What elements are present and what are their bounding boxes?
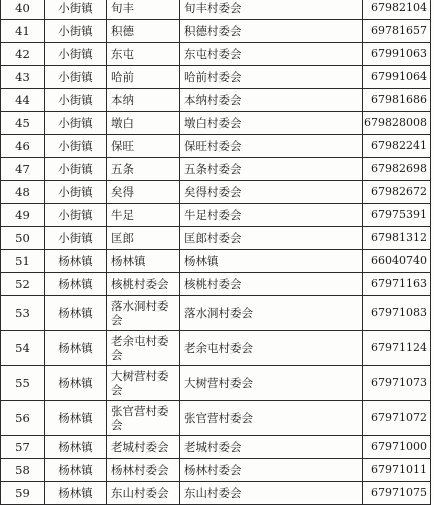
table-row [1, 273, 431, 296]
village-cell: 东山村委会 [107, 482, 180, 505]
phone-cell: 67971083 [363, 296, 431, 331]
village-cell: 墩白 [107, 112, 180, 135]
phone-cell: 69781657 [363, 20, 431, 43]
committee-cell: 杨林村委会 [180, 459, 363, 482]
committee-cell: 匡郎村委会 [180, 227, 363, 250]
table-row [1, 158, 431, 181]
table-row [1, 482, 431, 505]
committee-cell: 大树营村委会 [180, 366, 363, 401]
committee-cell: 东屯村委会 [180, 43, 363, 66]
row-number: 52 [1, 273, 45, 296]
table-row [1, 459, 431, 482]
committee-cell: 哈前村委会 [180, 66, 363, 89]
village-cell: 杨林村委会 [107, 459, 180, 482]
table-row [1, 89, 431, 112]
row-number: 44 [1, 89, 45, 112]
phone-cell: 67991063 [363, 43, 431, 66]
town-cell: 杨林镇 [45, 331, 107, 366]
village-cell: 哈前 [107, 66, 180, 89]
village-cell: 东屯 [107, 43, 180, 66]
row-number: 59 [1, 482, 45, 505]
village-cell: 五条 [107, 158, 180, 181]
phone-cell: 67991064 [363, 66, 431, 89]
table-row [1, 366, 431, 401]
row-number: 50 [1, 227, 45, 250]
phone-cell: 67971073 [363, 366, 431, 401]
village-cell: 落水洞村委会 [107, 296, 180, 331]
row-number: 56 [1, 401, 45, 436]
committee-cell: 本纳村委会 [180, 89, 363, 112]
town-cell: 小街镇 [45, 20, 107, 43]
table-row [1, 0, 431, 20]
phone-cell: 67982241 [363, 135, 431, 158]
row-number: 49 [1, 204, 45, 227]
table-row [1, 181, 431, 204]
table-row [1, 66, 431, 89]
row-number: 42 [1, 43, 45, 66]
table-row [1, 20, 431, 43]
table-row [1, 296, 431, 331]
row-number: 40 [1, 0, 45, 20]
phone-cell: 67982698 [363, 158, 431, 181]
phone-cell: 67971072 [363, 401, 431, 436]
town-cell: 小街镇 [45, 181, 107, 204]
town-cell: 小街镇 [45, 204, 107, 227]
town-cell: 小街镇 [45, 135, 107, 158]
committee-cell: 核桃村委会 [180, 273, 363, 296]
village-cell: 杨林镇 [107, 250, 180, 273]
committee-cell: 老城村委会 [180, 436, 363, 459]
row-number: 53 [1, 296, 45, 331]
village-cell: 旬丰 [107, 0, 180, 20]
phone-cell: 67982672 [363, 181, 431, 204]
committee-cell: 旬丰村委会 [180, 0, 363, 20]
committee-cell: 张官营村委会 [180, 401, 363, 436]
village-cell: 牛足 [107, 204, 180, 227]
town-cell: 小街镇 [45, 0, 107, 20]
village-cell: 本纳 [107, 89, 180, 112]
town-cell: 小街镇 [45, 89, 107, 112]
town-cell: 杨林镇 [45, 273, 107, 296]
table-row [1, 43, 431, 66]
row-number: 55 [1, 366, 45, 401]
committee-cell: 墩白村委会 [180, 112, 363, 135]
table-row [1, 331, 431, 366]
committee-cell: 保旺村委会 [180, 135, 363, 158]
phone-cell: 67971163 [363, 273, 431, 296]
village-cell: 张官营村委会 [107, 401, 180, 436]
table-row [1, 401, 431, 436]
table-row [1, 204, 431, 227]
committee-cell: 东山村委会 [180, 482, 363, 505]
phone-cell: 67971000 [363, 436, 431, 459]
village-cell: 保旺 [107, 135, 180, 158]
table-body [1, 0, 431, 505]
table-row [1, 227, 431, 250]
phone-cell: 679828008 [363, 112, 431, 135]
village-cell: 老余屯村委会 [107, 331, 180, 366]
town-cell: 小街镇 [45, 66, 107, 89]
town-cell: 小街镇 [45, 43, 107, 66]
committee-cell: 杨林镇 [180, 250, 363, 273]
row-number: 43 [1, 66, 45, 89]
town-cell: 小街镇 [45, 158, 107, 181]
committee-cell: 五条村委会 [180, 158, 363, 181]
town-cell: 杨林镇 [45, 296, 107, 331]
town-cell: 杨林镇 [45, 482, 107, 505]
phone-cell: 67975391 [363, 204, 431, 227]
row-number: 57 [1, 436, 45, 459]
table-row [1, 112, 431, 135]
village-cell: 大树营村委会 [107, 366, 180, 401]
village-cell: 核桃村委会 [107, 273, 180, 296]
town-cell: 杨林镇 [45, 250, 107, 273]
table-row [1, 436, 431, 459]
village-cell: 积德 [107, 20, 180, 43]
village-cell: 老城村委会 [107, 436, 180, 459]
table-row [1, 135, 431, 158]
committee-cell: 积德村委会 [180, 20, 363, 43]
town-cell: 杨林镇 [45, 459, 107, 482]
town-cell: 杨林镇 [45, 401, 107, 436]
row-number: 41 [1, 20, 45, 43]
row-number: 54 [1, 331, 45, 366]
committee-cell: 矣得村委会 [180, 181, 363, 204]
phone-cell: 67971124 [363, 331, 431, 366]
row-number: 48 [1, 181, 45, 204]
town-cell: 杨林镇 [45, 366, 107, 401]
village-cell: 矣得 [107, 181, 180, 204]
phone-cell: 67971011 [363, 459, 431, 482]
row-number: 45 [1, 112, 45, 135]
committee-cell: 老余屯村委会 [180, 331, 363, 366]
town-cell: 小街镇 [45, 227, 107, 250]
phone-cell: 67981686 [363, 89, 431, 112]
row-number: 46 [1, 135, 45, 158]
town-cell: 杨林镇 [45, 436, 107, 459]
row-number: 58 [1, 459, 45, 482]
phone-cell: 67981312 [363, 227, 431, 250]
committee-cell: 牛足村委会 [180, 204, 363, 227]
row-number: 51 [1, 250, 45, 273]
row-number: 47 [1, 158, 45, 181]
phone-cell: 67971075 [363, 482, 431, 505]
village-cell: 匡郎 [107, 227, 180, 250]
committee-cell: 落水洞村委会 [180, 296, 363, 331]
town-cell: 小街镇 [45, 112, 107, 135]
phone-cell: 67982104 [363, 0, 431, 20]
phone-cell: 66040740 [363, 250, 431, 273]
table-row [1, 250, 431, 273]
